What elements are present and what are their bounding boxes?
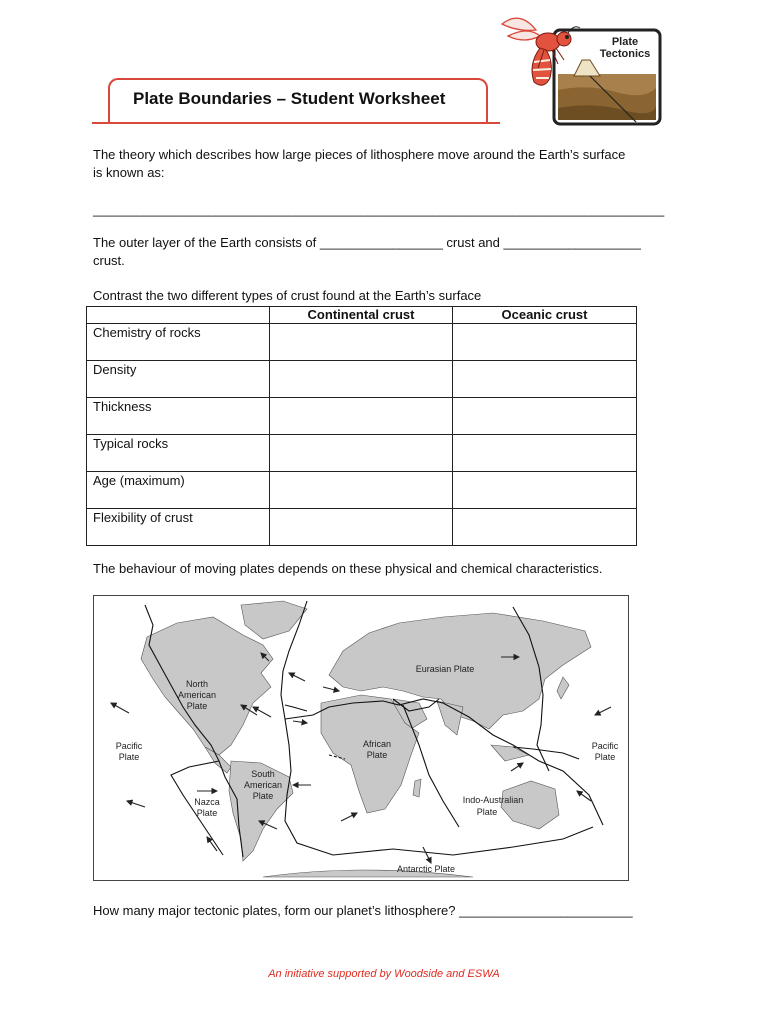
pacific-plate-left-label-1: Pacific [115, 741, 143, 751]
north-american-plate-label-3: Plate [186, 701, 208, 711]
logo-text-2: Tectonics [599, 48, 651, 60]
table-row [87, 324, 637, 361]
pacific-plate-right-label-1: Pacific [591, 741, 619, 751]
page-title: Plate Boundaries – Student Worksheet [133, 89, 446, 108]
table-row [87, 361, 637, 398]
answer-cell-oceanic[interactable] [453, 472, 637, 509]
question-1 [93, 146, 713, 182]
answer-cell-continental[interactable] [270, 398, 453, 435]
table-row [87, 509, 637, 546]
african-plate-label-2: Plate [366, 750, 388, 760]
answer-cell-continental[interactable] [270, 324, 453, 361]
nazca-plate-label-1: Nazca [194, 797, 220, 807]
pacific-plate-right-label-2: Plate [594, 752, 616, 762]
table-row [87, 472, 637, 509]
row-label: Density [87, 361, 270, 398]
north-american-plate-label-2: American [177, 690, 217, 700]
table-caption: Contrast the two different types of crust found at the Earth’s surface [93, 288, 482, 303]
indo-australian-plate-label-1: Indo-Australian [462, 795, 524, 805]
antarctic-plate-label: Antarctic Plate [396, 864, 456, 874]
answer-cell-oceanic[interactable] [453, 361, 637, 398]
indo-australian-plate-label-2: Plate [476, 807, 498, 817]
table-header-continental: Continental crust [270, 307, 453, 324]
answer-line-1: _______________________________________________________________________________ [93, 202, 665, 217]
nazca-plate-label-2: Plate [196, 808, 218, 818]
pacific-plate-left-label-2: Plate [118, 752, 140, 762]
south-american-plate-label-1: South [251, 769, 275, 779]
answer-cell-oceanic[interactable] [453, 324, 637, 361]
row-label: Chemistry of rocks [87, 324, 270, 361]
plate-tectonics-logo [498, 12, 664, 128]
answer-cell-continental[interactable] [270, 509, 453, 546]
answer-cell-oceanic[interactable] [453, 435, 637, 472]
crust-comparison-table [86, 306, 637, 546]
logo-text-1: Plate [611, 36, 639, 48]
table-header-blank [87, 307, 270, 324]
row-label: Thickness [87, 398, 270, 435]
row-label: Typical rocks [87, 435, 270, 472]
answer-cell-oceanic[interactable] [453, 398, 637, 435]
table-header-oceanic: Oceanic crust [453, 307, 637, 324]
question-2 [93, 234, 733, 270]
question-1-line-2: is known as: [93, 165, 165, 180]
title-underline [92, 122, 500, 124]
south-american-plate-label-2: American [243, 780, 283, 790]
question-1-line-1: The theory which describes how large pieces of lithosphere move around the Earth’s surface [93, 147, 626, 162]
answer-cell-continental[interactable] [270, 435, 453, 472]
table-header-row [87, 307, 637, 324]
african-plate-label-1: African [362, 739, 392, 749]
footer-sponsor-note: An initiative supported by Woodside and ESWA [268, 968, 500, 980]
behaviour-text: The behaviour of moving plates depends on these physical and chemical characteristics. [93, 561, 603, 576]
answer-cell-continental[interactable] [270, 472, 453, 509]
table-row [87, 398, 637, 435]
question-2-line-1: The outer layer of the Earth consists of _________________ crust and ___________________ [93, 235, 641, 250]
question-2-line-2: crust. [93, 253, 125, 268]
answer-cell-continental[interactable] [270, 361, 453, 398]
north-american-plate-label-1: North [185, 679, 209, 689]
south-american-plate-label-3: Plate [252, 791, 274, 801]
row-label: Flexibility of crust [87, 509, 270, 546]
table-row [87, 435, 637, 472]
eurasian-plate-label: Eurasian Plate [415, 664, 475, 674]
tectonic-plates-map [93, 595, 629, 881]
row-label: Age (maximum) [87, 472, 270, 509]
question-3: How many major tectonic plates, form our planet’s lithosphere? ________________________ [93, 903, 633, 918]
answer-cell-oceanic[interactable] [453, 509, 637, 546]
